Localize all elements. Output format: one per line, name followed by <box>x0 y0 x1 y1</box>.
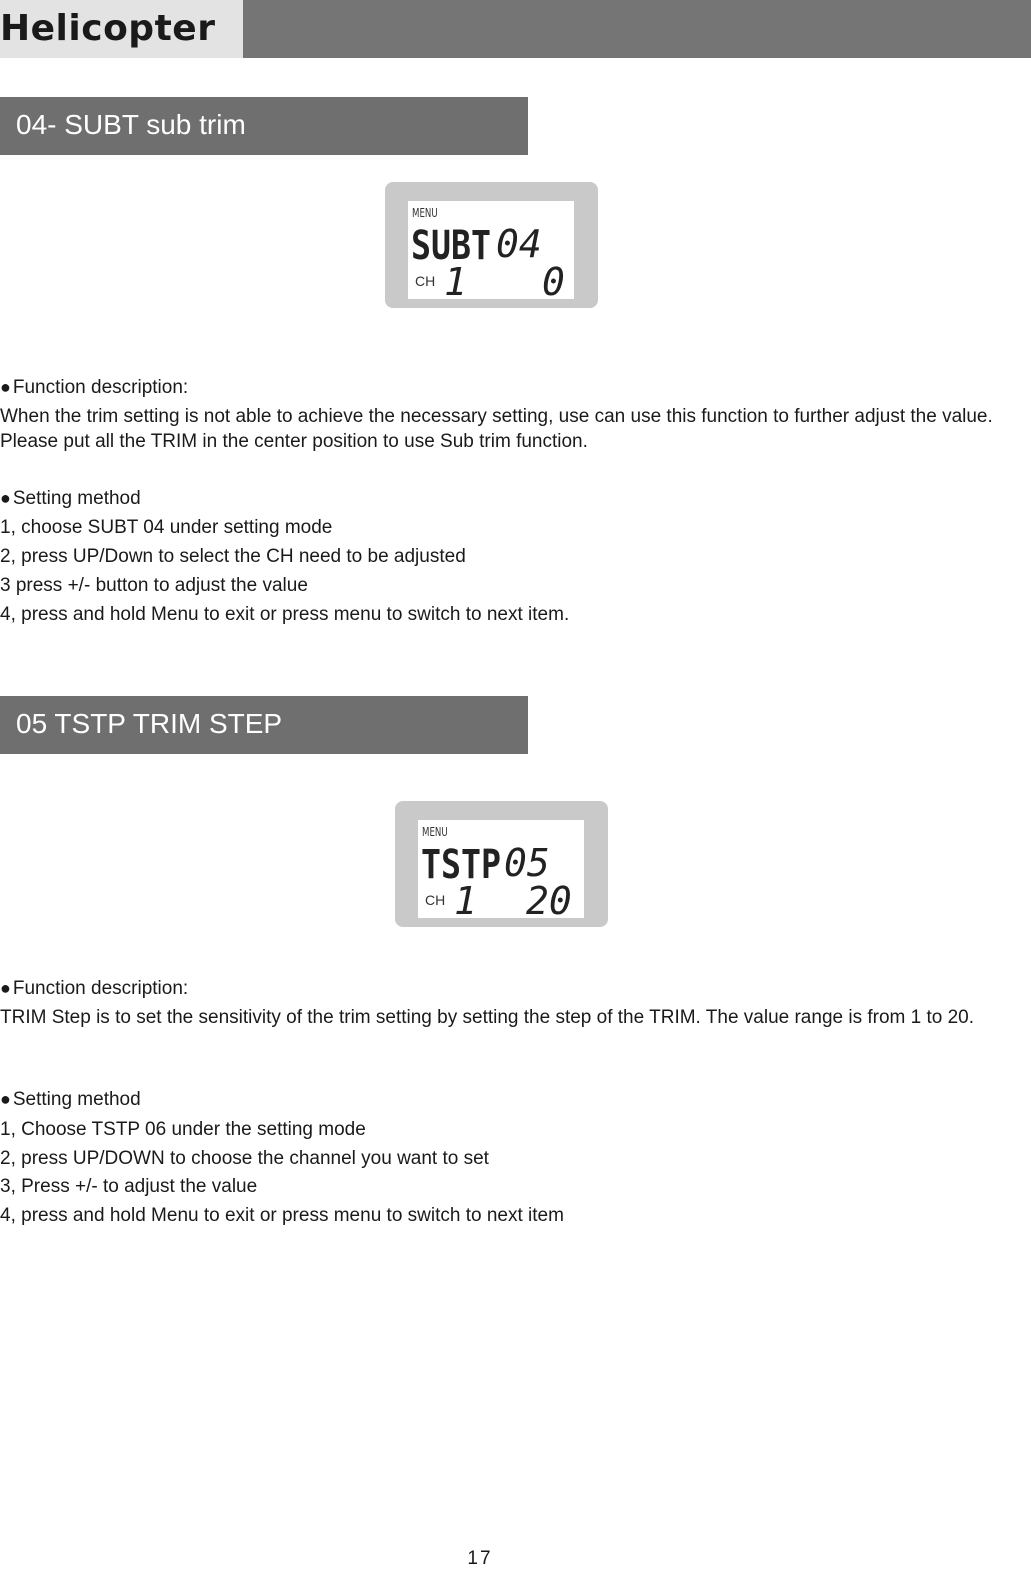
setting-heading: ● Setting method <box>0 488 141 509</box>
step-item: 3 press +/- button to adjust the value <box>0 575 308 596</box>
function-description: When the trim setting is not able to achieve the necessary setting, use can use this function to further adjust the value. Please put all the TRIM in the center position to use Sub trim function. <box>0 406 993 452</box>
bullet-icon: ● <box>0 377 11 397</box>
function-heading: ● Function description: <box>0 377 189 398</box>
lcd-value: 0 <box>542 260 565 299</box>
step-item: 1, Choose TSTP 06 under the setting mode <box>0 1119 366 1140</box>
lcd-display-tstp <box>395 801 608 927</box>
step-item: 2, press UP/Down to select the CH need to be adjusted <box>0 546 466 567</box>
section-bar-subt <box>0 97 528 155</box>
lcd-channel: 1 <box>444 260 467 299</box>
lcd-display-subt <box>385 182 598 308</box>
header-bar <box>243 0 1031 58</box>
section-bar-tstp <box>0 696 528 754</box>
step-item: 2, press UP/DOWN to choose the channel you want to set <box>0 1148 489 1169</box>
lcd-ch-label: CH <box>415 273 436 289</box>
lcd-value: 20 <box>526 879 572 918</box>
step-item: 1, choose SUBT 04 under setting mode <box>0 517 333 538</box>
lcd-menu-label: MENU <box>422 824 448 840</box>
function-heading: ● Function description: <box>0 978 189 999</box>
lcd-screen <box>418 820 584 918</box>
header-tab <box>0 0 243 58</box>
bullet-icon: ● <box>0 488 11 508</box>
bullet-icon: ● <box>0 1089 11 1109</box>
lcd-number: 05 <box>504 841 550 885</box>
bullet-icon: ● <box>0 978 11 998</box>
section-title: 04- SUBT sub trim <box>16 109 246 140</box>
step-item: 3, Press +/- to adjust the value <box>0 1176 258 1197</box>
header-title: Helicopter <box>0 8 216 49</box>
lcd-ch-label: CH <box>425 892 446 908</box>
lcd-menu-label: MENU <box>412 205 438 221</box>
setting-heading: ● Setting method <box>0 1089 141 1110</box>
page-number: 17 <box>467 1548 493 1569</box>
step-item: 4, press and hold Menu to exit or press menu to switch to next item <box>0 1205 564 1226</box>
section-title: 05 TSTP TRIM STEP <box>16 708 283 739</box>
lcd-number: 04 <box>496 222 542 266</box>
step-item: 4, press and hold Menu to exit or press menu to switch to next item. <box>0 604 570 625</box>
lcd-word: SUBT <box>411 223 491 269</box>
lcd-screen <box>408 201 574 299</box>
lcd-word: TSTP <box>421 842 501 888</box>
function-description: TRIM Step is to set the sensitivity of the trim setting by setting the step of the TRIM. The value range is from 1 to 20. <box>0 1007 975 1028</box>
lcd-channel: 1 <box>454 879 477 918</box>
